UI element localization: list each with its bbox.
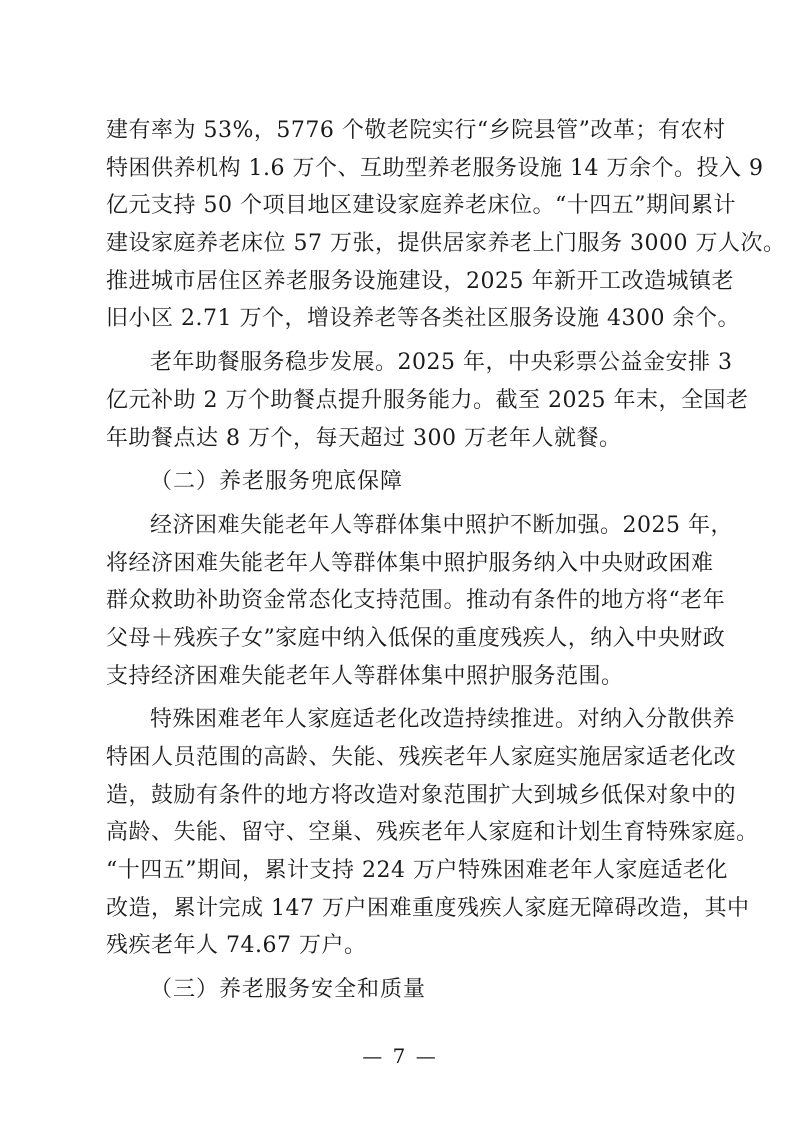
text-line: 特殊困难老年人家庭适老化改造持续推进。对纳入分散供养	[150, 707, 736, 733]
paragraph	[106, 112, 786, 338]
paragraph	[106, 344, 749, 457]
text-line: 老年助餐服务稳步发展。2025 年，中央彩票公益金安排 3	[150, 350, 733, 376]
text-line: 特困人员范围的高龄、失能、残疾老年人家庭实施居家适老化改	[106, 745, 737, 770]
paragraph	[106, 507, 733, 695]
text-line: 高龄、失能、留守、空巢、残疾老年人家庭和计划生育特殊家庭。	[106, 820, 759, 846]
text-line: 亿元补助 2 万个助餐点提升服务能力。截至 2025 年末，全国老	[106, 387, 749, 413]
text-line: 改造，累计完成 147 万户困难重度残疾人家庭无障碍改造，其中	[106, 895, 750, 921]
section-heading: （三）养老服务安全和质量	[150, 977, 427, 1003]
text-line: 推进城市居住区养老服务设施建设，2025 年新开工改造城镇老	[106, 268, 734, 294]
text-line: 将经济困难失能老年人等群体集中照护服务纳入中央财政困难	[106, 550, 714, 576]
text-line: 建设家庭养老床位 57 万张，提供居家养老上门服务 3000 万人次。	[106, 231, 786, 257]
text-line: “十四五”期间，累计支持 224 万户特殊困难老年人家庭适老化	[106, 858, 728, 884]
section-heading: （二）养老服务兜底保障	[150, 469, 404, 495]
text-line: 群众救助补助资金常态化支持范围。推动有条件的地方将“老年	[106, 588, 726, 614]
text-line: 支持经济困难失能老年人等群体集中照护服务范围。	[106, 663, 624, 689]
text-line: 特困供养机构 1.6 万个、互助型养老服务设施 14 万余个。投入 9	[106, 155, 764, 181]
text-line: 旧小区 2.71 万个，增设养老等各类社区服务设施 4300 余个。	[106, 306, 740, 332]
text-line: 父母＋残疾子女”家庭中纳入低保的重度残疾人，纳入中央财政	[106, 625, 726, 651]
text-line: 亿元支持 50 个项目地区建设家庭养老床位。“十四五”期间累计	[106, 193, 736, 219]
text-line: 残疾老年人 74.67 万户。	[106, 933, 367, 959]
document-body	[106, 112, 786, 1009]
text-line: 经济困难失能老年人等群体集中照护不断加强。2025 年，	[150, 512, 733, 538]
text-line: 造，鼓励有条件的地方将改造对象范围扩大到城乡低保对象中的	[106, 782, 737, 808]
page-number: — 7 —	[362, 1044, 438, 1068]
text-line: 年助餐点达 8 万个，每天超过 300 万老年人就餐。	[106, 425, 622, 451]
text-line: 建有率为 53%，5776 个敬老院实行“乡院县管”改革；有农村	[106, 118, 726, 143]
paragraph	[106, 701, 759, 965]
